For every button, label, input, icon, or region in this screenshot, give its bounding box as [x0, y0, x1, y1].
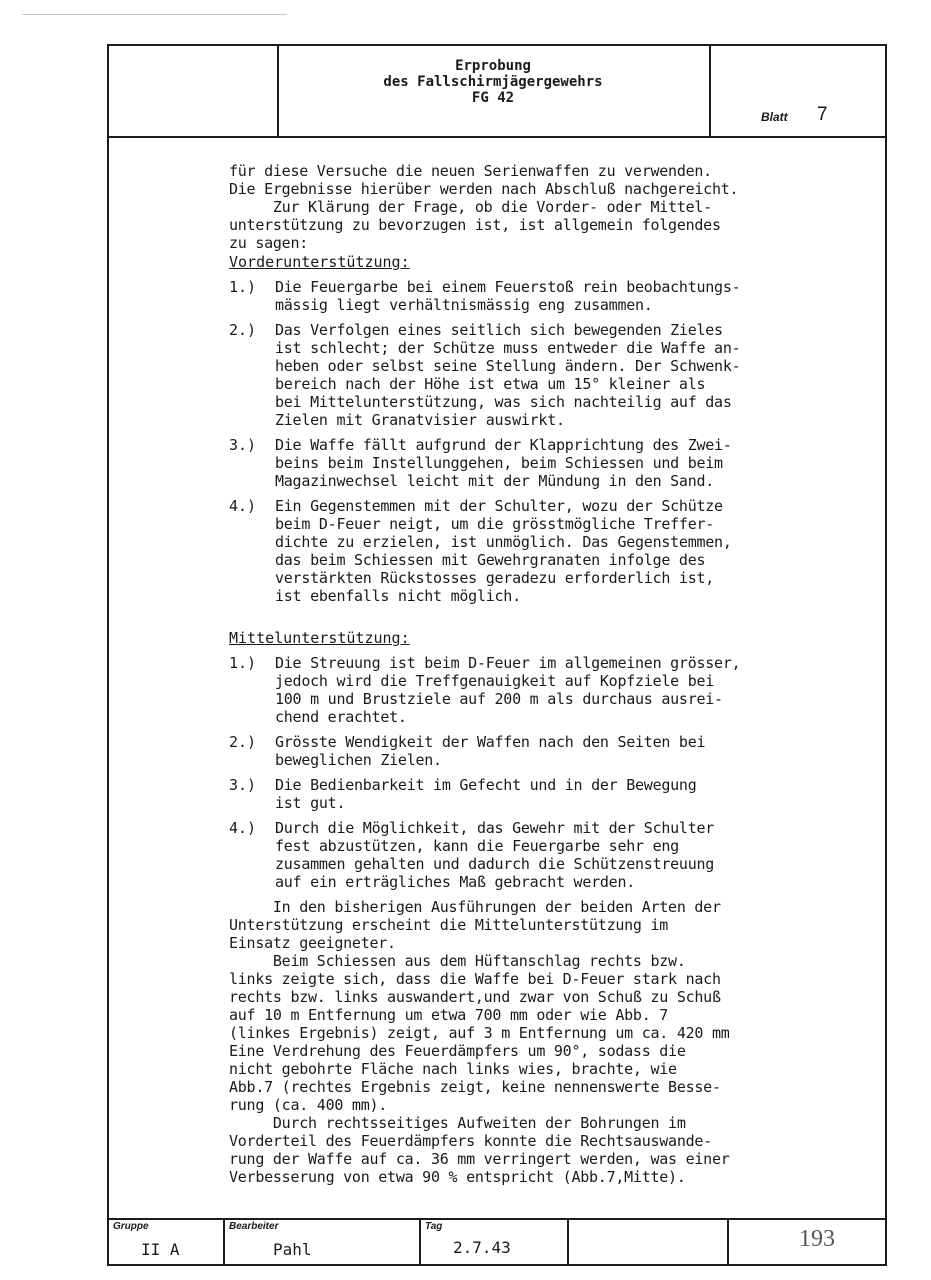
text-line: Durch rechtsseitiges Aufweiten der Bohrungen im — [229, 1114, 686, 1132]
list-item-text — [275, 819, 889, 891]
title-line: FG 42 — [471, 90, 515, 106]
text-line: Abb.7 (rechtes Ergebnis zeigt, keine nennenswerte Besse- — [229, 1078, 721, 1096]
text-line: rechts bzw. links auswandert,und zwar von Schuß zu Schuß — [229, 988, 721, 1006]
list-item-number: 4.) — [229, 497, 257, 515]
list-item-text — [275, 733, 889, 769]
gruppe-label: Gruppe — [113, 1221, 149, 1232]
text-line: dichte zu erzielen, ist unmöglich. Das Gegenstemmen, — [275, 533, 732, 551]
text-line: Grösste Wendigkeit der Waffen nach den Seiten bei — [275, 733, 706, 751]
text-line: beins beim Instellunggehen, beim Schiessen und beim — [275, 454, 723, 472]
header-box — [109, 46, 885, 138]
document-sheet — [107, 44, 887, 1266]
text-line: zu sagen: — [229, 234, 309, 252]
list-item-text — [275, 776, 889, 812]
text-line: das beim Schiessen mit Gewehrgranaten infolge des — [275, 551, 706, 569]
archive-page-number: 193 — [799, 1226, 835, 1252]
text-line: rung (ca. 400 mm). — [229, 1096, 388, 1114]
text-line: jedoch wird die Treffgenauigkeit auf Kopfziele bei — [275, 672, 715, 690]
section-heading-vorderunterstuetzung: Vorderunterstützung: — [229, 253, 410, 271]
list-item — [229, 278, 889, 314]
text-line: ist schlecht; der Schütze muss entweder die Waffe an- — [275, 339, 741, 357]
text-line: 100 m und Brustziele auf 200 m als durchaus ausrei- — [275, 690, 723, 708]
list-item-text — [275, 497, 889, 605]
title-line: des Fallschirmjägergewehrs — [383, 74, 603, 90]
text-line: Ein Gegenstemmen mit der Schulter, wozu der Schütze — [275, 497, 723, 515]
gruppe-value: II A — [141, 1240, 180, 1259]
list-item — [229, 776, 889, 812]
text-line: Die Streuung ist beim D-Feuer im allgemeinen grösser, — [275, 654, 741, 672]
text-line: Vorderteil des Feuerdämpfers konnte die Rechtsauswande- — [229, 1132, 712, 1150]
footer-cell-tag — [421, 1220, 569, 1264]
list-item-text — [275, 278, 889, 314]
text-line: links zeigte sich, dass die Waffe bei D-Feuer stark nach — [229, 970, 721, 988]
text-line: auf 10 m Entfernung um etwa 700 mm oder wie Abb. 7 — [229, 1006, 669, 1024]
text-line: bereich nach der Höhe ist etwa um 15° kleiner als — [275, 375, 706, 393]
text-line: bei Mittelunterstützung, was sich nachteilig auf das — [275, 393, 732, 411]
list-item-number: 2.) — [229, 321, 257, 339]
intro-paragraph — [229, 162, 889, 252]
text-line: Beim Schiessen aus dem Hüftanschlag rechts bzw. — [229, 952, 686, 970]
scan-artifact-line — [22, 14, 287, 15]
text-line: Unterstützung erscheint die Mittelunterstützung im — [229, 916, 669, 934]
text-line: unterstützung zu bevorzugen ist, ist allgemein folgendes — [229, 216, 721, 234]
list-item — [229, 733, 889, 769]
text-line: Verbesserung von etwa 90 % entspricht (Abb.7,Mitte). — [229, 1168, 686, 1186]
text-line: Zur Klärung der Frage, ob die Vorder- oder Mittel- — [229, 198, 712, 216]
footer-cell-bearbeiter — [225, 1220, 421, 1264]
list-item-number: 2.) — [229, 733, 257, 751]
tag-value: 2.7.43 — [453, 1238, 511, 1257]
text-line: für diese Versuche die neuen Serienwaffen zu verwenden. — [229, 162, 712, 180]
text-line: mässig liegt verhältnismässig eng zusammen. — [275, 296, 653, 314]
list-item-number: 3.) — [229, 436, 257, 454]
bearbeiter-label: Bearbeiter — [229, 1221, 279, 1232]
text-line: beim D-Feuer neigt, um die grösstmögliche Treffer- — [275, 515, 715, 533]
text-line: Durch die Möglichkeit, das Gewehr mit der Schulter — [275, 819, 715, 837]
text-line: fest abzustützen, kann die Feuergarbe sehr eng — [275, 837, 679, 855]
mittel-list — [229, 654, 889, 891]
text-line: chend erachtet. — [275, 708, 407, 726]
text-line: Die Feuergarbe bei einem Feuerstoß rein beobachtungs- — [275, 278, 741, 296]
title-line: Erprobung — [455, 58, 531, 74]
closing-paragraphs — [229, 898, 889, 1186]
text-line: ist gut. — [275, 794, 346, 812]
vorder-list — [229, 278, 889, 605]
footer-cell-gruppe — [109, 1220, 225, 1264]
list-item — [229, 654, 889, 726]
document-title — [277, 58, 709, 106]
bearbeiter-value: Pahl — [273, 1240, 312, 1259]
text-line: rung der Waffe auf ca. 36 mm verringert werden, was einer — [229, 1150, 730, 1168]
text-line: verstärkten Rückstosses geradezu erforderlich ist, — [275, 569, 715, 587]
text-line: Einsatz geeigneter. — [229, 934, 396, 952]
text-line: heben oder selbst seine Stellung ändern. Der Schwenk- — [275, 357, 741, 375]
text-line: Zielen mit Granatvisier auswirkt. — [275, 411, 565, 429]
list-item — [229, 321, 889, 429]
text-line: Die Ergebnisse hierüber werden nach Abschluß nachgereicht. — [229, 180, 739, 198]
text-line: zusammen gehalten und dadurch die Schützenstreuung — [275, 855, 715, 873]
text-line: beweglichen Zielen. — [275, 751, 442, 769]
text-line: ist ebenfalls nicht möglich. — [275, 587, 521, 605]
text-line: Die Waffe fällt aufgrund der Klapprichtung des Zwei- — [275, 436, 732, 454]
list-item-number: 1.) — [229, 278, 257, 296]
text-line: In den bisherigen Ausführungen der beiden Arten der — [229, 898, 721, 916]
footer-box — [109, 1218, 885, 1264]
blatt-label: Blatt — [761, 110, 788, 124]
text-line: auf ein erträgliches Maß gebracht werden. — [275, 873, 636, 891]
text-line: Das Verfolgen eines seitlich sich bewegenden Zieles — [275, 321, 723, 339]
list-item — [229, 497, 889, 605]
text-line: (linkes Ergebnis) zeigt, auf 3 m Entfernung um ca. 420 mm — [229, 1024, 730, 1042]
list-item-text — [275, 321, 889, 429]
text-line: Eine Verdrehung des Feuerdämpfers um 90°, sodass die — [229, 1042, 686, 1060]
list-item — [229, 819, 889, 891]
list-item — [229, 436, 889, 490]
section-heading-mittelunterstuetzung: Mittelunterstützung: — [229, 629, 410, 647]
blatt-number: 7 — [817, 104, 828, 125]
header-left-cell — [109, 46, 279, 136]
footer-cell-page — [729, 1220, 885, 1264]
header-title-cell — [277, 46, 711, 136]
list-item-number: 3.) — [229, 776, 257, 794]
list-item-text — [275, 436, 889, 490]
footer-cell-empty — [569, 1220, 729, 1264]
text-line: nicht gebohrte Fläche nach links wies, brachte, wie — [229, 1060, 677, 1078]
list-item-number: 1.) — [229, 654, 257, 672]
body-text — [229, 162, 889, 1186]
tag-label: Tag — [425, 1221, 443, 1232]
text-line: Die Bedienbarkeit im Gefecht und in der Bewegung — [275, 776, 697, 794]
list-item-number: 4.) — [229, 819, 257, 837]
list-item-text — [275, 654, 889, 726]
text-line: Magazinwechsel leicht mit der Mündung in den Sand. — [275, 472, 715, 490]
